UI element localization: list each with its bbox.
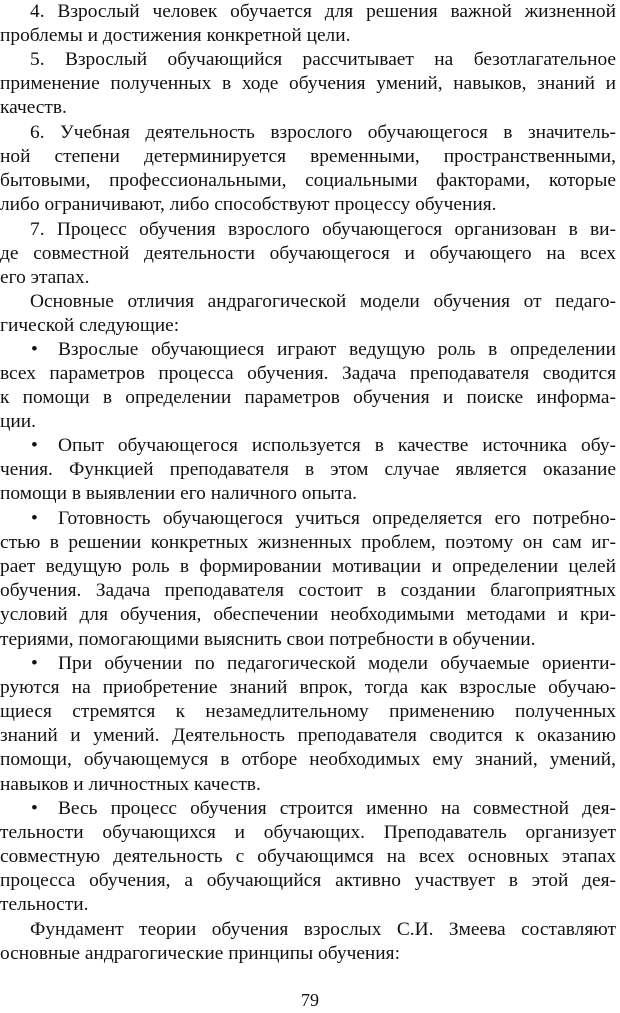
bullet-icon: • [31, 508, 38, 529]
text-line-content: совместную деятельность с обучающимся на всех основных этапах [0, 846, 616, 868]
text-line-content: либо ограничивают, либо способствуют процессу обучения. [0, 194, 497, 216]
text-line-content: основные андрагогические принципы обучения: [0, 943, 400, 965]
text-line-content: стью в решении конкретных жизненных проблем, поэтому он сам иг- [0, 532, 616, 554]
text-line-content: к помощи в определении параметров обучения и поиске информа- [0, 387, 616, 409]
text-line-content: навыков и личностных качеств. [0, 773, 261, 795]
text-line-content: процесса обучения, а обучающийся активно участвует в этой дея- [0, 870, 616, 892]
text-line-content: помощи, обучающемуся в отборе необходимых ему знаний, умений, [0, 749, 616, 771]
text-line-content: Взрослые обучающиеся играют ведущую роль в определении [58, 339, 616, 360]
text-line-content: условий для обучения, обеспечении необходимыми методами и кри- [0, 604, 616, 626]
text-line-content: Основные отличия андрагогической модели обучения от педаго- [30, 291, 616, 312]
text-line-content: проблемы и достижения конкретной цели. [0, 25, 351, 47]
text-line-content: Весь процесс обучения строится именно на совместной дея- [58, 798, 616, 819]
text-line-content: тельности. [0, 894, 89, 916]
text-line-content: 5. Взрослый обучающийся рассчитывает на безотлагательное [30, 49, 616, 70]
text-line-content: 4. Взрослый человек обучается для решения важной жизненной [30, 1, 616, 22]
text-line-content: гической следующие: [0, 315, 180, 337]
text-line-content: 7. Процесс обучения взрослого обучающегося организован в ви- [30, 219, 616, 240]
text-line-content: ции. [0, 411, 36, 433]
page-number: 79 [301, 990, 319, 1010]
text-line-content: чения. Функцией преподавателя в этом случае является оказание [0, 459, 616, 481]
text-line-content: 6. Учебная деятельность взрослого обучающегося в значитель- [30, 122, 616, 143]
text-line-content: бытовыми, профессиональными, социальными факторами, которые [0, 170, 616, 192]
text-line-content: всех параметров процесса обучения. Задача преподавателя сводится [0, 363, 616, 385]
bullet-icon: • [31, 339, 38, 360]
bullet-icon: • [31, 653, 38, 674]
text-line-content: При обучении по педагогической модели обучаемые ориенти- [58, 653, 616, 674]
text-line-content: руются на приобретение знаний впрок, тогда как взрослые обучаю- [0, 677, 616, 699]
text-line-content: помощи в выявлении его наличного опыта. [0, 483, 358, 505]
text-line-content: применение полученных в ходе обучения умений, навыков, знаний и [0, 73, 616, 95]
text-line-content: тельности обучающихся и обучающих. Преподаватель организует [0, 822, 616, 844]
text-line-content: Опыт обучающегося используется в качестве источника обу- [58, 435, 616, 456]
text-line-content: знаний и умений. Деятельность преподавателя сводится к оказанию [0, 725, 616, 747]
text-line-content: Готовность обучающегося учиться определяется его потребно- [58, 508, 616, 529]
text-line-content: щиеся стремятся к незамедлительному применению полученных [0, 701, 616, 723]
text-line-content: ной степени детерминируется временными, пространственными, [0, 146, 616, 168]
text-line-content: териями, помогающими выяснить свои потребности в обучении. [0, 628, 536, 650]
text-line-content: его этапах. [0, 267, 90, 289]
text-line-content: де совместной деятельности обучающегося и обучающего на всех [0, 243, 616, 265]
bullet-icon: • [31, 798, 38, 819]
text-line-content: Фундамент теории обучения взрослых С.И. Змеева составляют [30, 919, 616, 940]
text-line-content: рает ведущую роль в формировании мотивации и определении целей [0, 556, 616, 578]
text-line-content: обучения. Задача преподавателя состоит в создании благоприятных [0, 580, 616, 602]
text-line-content: качеств. [0, 97, 67, 119]
bullet-icon: • [31, 435, 38, 456]
